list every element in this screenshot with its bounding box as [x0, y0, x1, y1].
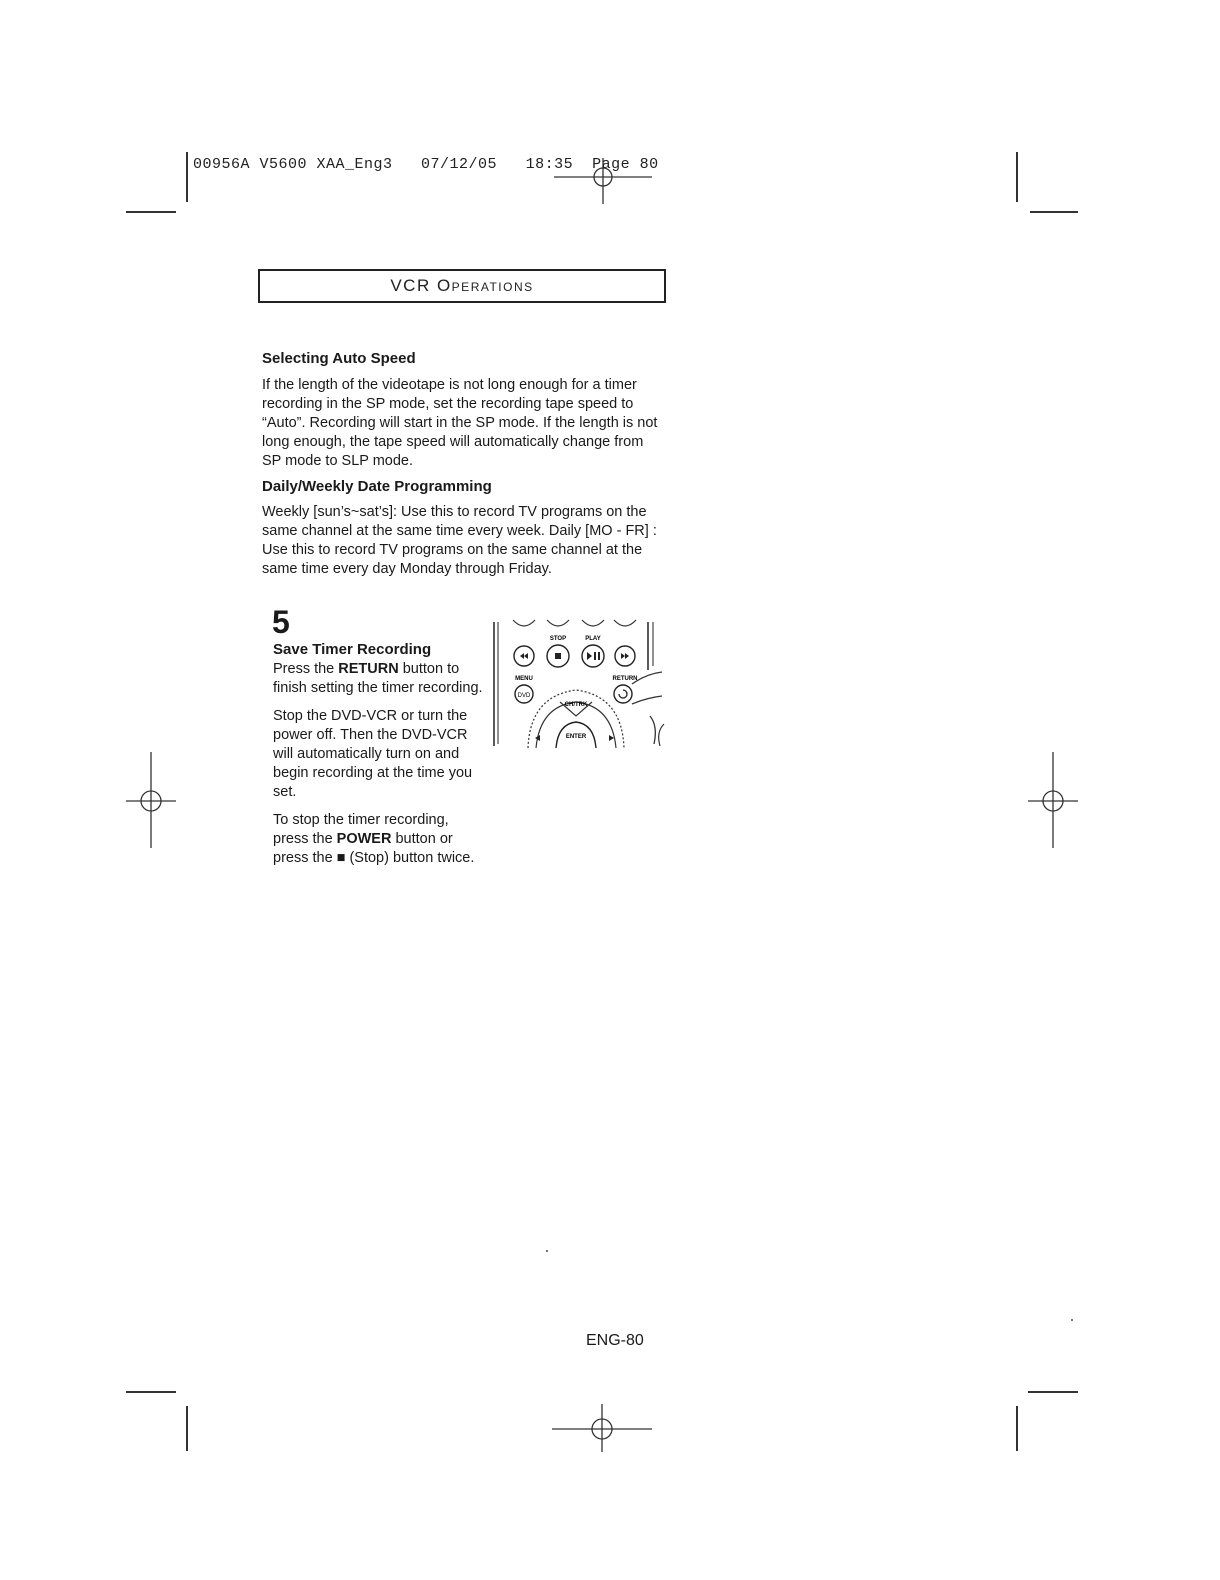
stop-label: STOP	[549, 636, 567, 642]
crop-mark	[126, 1391, 176, 1393]
page-number: ENG-80	[586, 1332, 644, 1349]
daily-weekly-heading: Daily/Weekly Date Programming	[262, 478, 492, 495]
return-button-icon	[614, 685, 632, 703]
slug-time: 18:35	[525, 156, 574, 173]
step-text: To stop the timer recording, press the	[273, 812, 449, 847]
return-keyword: RETURN	[338, 661, 399, 677]
print-slug	[193, 156, 659, 173]
step-paragraph	[273, 811, 483, 868]
daily-weekly-body: Weekly [sun’s~sat’s]: Use this to record TV programs on the same channel at the same time every week. Daily [MO - FR] : Use this to record TV programs on the same channel at the same time every day Monday through Friday.	[262, 504, 657, 577]
crop-mark	[186, 1406, 188, 1451]
auto-speed-heading: Selecting Auto Speed	[262, 350, 416, 367]
step-paragraph: Stop the DVD-VCR or turn the power off. Then the DVD-VCR will automatically turn on and begin recording at the time you set.	[273, 708, 473, 800]
slug-page-label: Page	[592, 156, 631, 173]
menu-label: MENU	[515, 676, 533, 682]
registration-mark-icon	[1028, 752, 1078, 852]
enter-label: ENTER	[565, 734, 587, 740]
crop-mark	[186, 152, 188, 202]
slug-page-number: 80	[639, 156, 659, 173]
auto-speed-body: If the length of the videotape is not long enough for a timer recording in the SP mode, set the recording tape speed to “Auto”. Recording will start in the SP mode. If the length is not long enough, the tape speed will automatically change from SP mode to SLP mode.	[262, 377, 658, 469]
step-paragraph	[273, 660, 483, 698]
step-text: button to finish setting the timer recording.	[273, 661, 483, 696]
dvd-label: DVD	[517, 693, 531, 699]
power-keyword: POWER	[336, 831, 392, 847]
play-label: PLAY	[585, 636, 601, 642]
remote-control-illustration	[490, 616, 666, 748]
step-text: Press the	[273, 661, 339, 677]
scan-dot	[546, 1250, 548, 1252]
crop-mark	[126, 211, 176, 213]
step-number: 5	[272, 604, 290, 640]
slug-date: 07/12/05	[421, 156, 498, 173]
step-text: button or press the ■ (Stop) button twice.	[273, 831, 475, 866]
play-pause-button-icon	[582, 645, 604, 667]
crop-mark	[1016, 1406, 1018, 1451]
slug-code: 00956A V5600 XAA_Eng3	[193, 156, 393, 173]
scan-dot	[1071, 1319, 1073, 1321]
crop-mark	[1030, 211, 1078, 213]
registration-mark-icon	[552, 1404, 652, 1454]
step-heading: Save Timer Recording	[273, 641, 432, 658]
step-instructions	[273, 660, 483, 877]
right-arrow-icon	[609, 735, 614, 741]
return-label: RETURN	[612, 676, 638, 682]
crop-mark	[1016, 152, 1018, 202]
section-title: VCR Operations	[390, 276, 534, 295]
ch-trk-label: CH/TRK	[564, 702, 588, 708]
registration-mark-icon	[126, 752, 176, 852]
crop-mark	[1028, 1391, 1078, 1393]
section-header	[258, 269, 666, 303]
